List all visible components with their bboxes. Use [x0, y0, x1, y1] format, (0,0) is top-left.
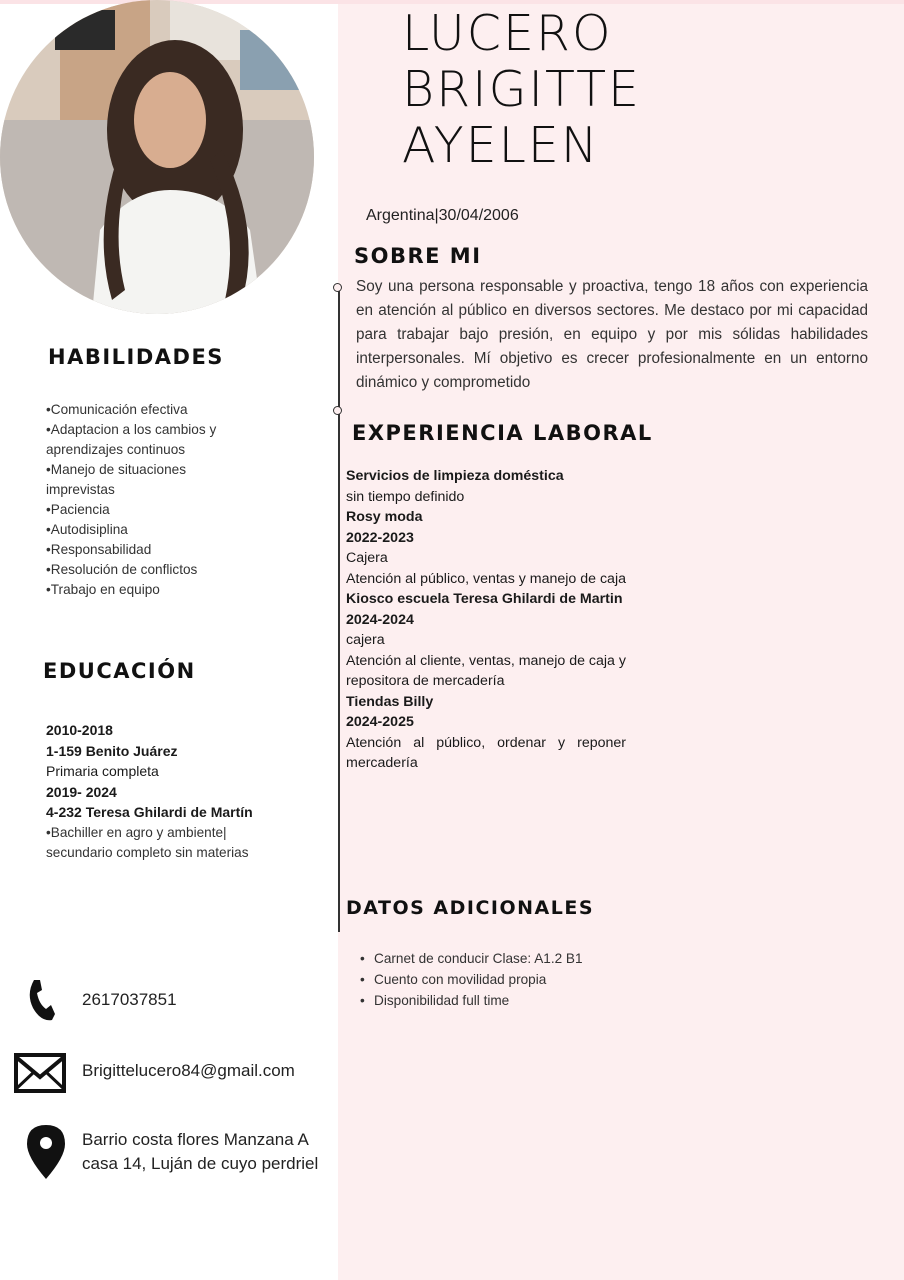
experience-list: [346, 466, 626, 774]
education-line: 2019- 2024: [46, 783, 117, 800]
address: [82, 1128, 318, 1176]
address-line-2: casa 14, Luján de cuyo perdriel: [82, 1154, 319, 1173]
list-item: •Adaptacion a los cambios y aprendizajes continuos: [46, 422, 217, 457]
list-item: •Trabajo en equipo: [46, 582, 160, 597]
experience-line: 2024-2024: [346, 611, 414, 628]
name-line-3: AYELEN: [402, 117, 600, 174]
list-item: • Disponibilidad full time: [360, 990, 583, 1011]
email-address[interactable]: Brigittelucero84@gmail.com: [82, 1061, 295, 1080]
list-item: •Responsabilidad: [46, 542, 152, 557]
experience-line: Atención al público, ordenar y reponer mercadería: [346, 734, 626, 771]
phone-icon: [26, 978, 56, 1027]
full-name: [402, 6, 641, 174]
name-line-2: BRIGITTE: [402, 61, 641, 118]
list-item: •Autodisiplina: [46, 522, 128, 537]
profile-photo: [0, 0, 314, 314]
education-heading: EDUCACIÓN: [43, 659, 196, 683]
timeline-dot: [333, 283, 342, 292]
origin-birthdate: Argentina|30/04/2006: [366, 207, 519, 224]
experience-line: Atención al cliente, ventas, manejo de caja y repositora de mercadería: [346, 652, 626, 689]
experience-line: Cajera: [346, 550, 388, 566]
education-line: 4-232 Teresa Ghilardi de Martín: [46, 804, 253, 820]
timeline-line: [338, 287, 340, 932]
experience-line: 2024-2025: [346, 714, 414, 730]
list-item: • Cuento con movilidad propia: [360, 969, 583, 990]
location-pin-icon: [25, 1123, 67, 1186]
education-line: •Bachiller en agro y ambiente| secundario completo sin materias: [46, 824, 249, 860]
education-line: 1-159 Benito Juárez: [46, 742, 178, 759]
experience-line: Atención al público, ventas y manejo de caja: [346, 570, 626, 587]
experience-line: Rosy moda: [346, 509, 423, 525]
experience-line: cajera: [346, 632, 385, 648]
education-line: 2010-2018: [46, 722, 113, 738]
mail-icon: [14, 1053, 66, 1098]
experience-line: Servicios de limpieza doméstica: [346, 468, 564, 484]
list-item: •Paciencia: [46, 502, 110, 517]
education-list: [46, 720, 306, 864]
list-item: • Carnet de conducir Clase: A1.2 B1: [360, 948, 583, 969]
list-item: •Manejo de situaciones imprevistas: [46, 462, 187, 497]
skills-heading: HABILIDADES: [48, 345, 224, 369]
name-line-1: LUCERO: [402, 5, 613, 62]
additional-heading: DATOS ADICIONALES: [346, 897, 594, 919]
about-heading: SOBRE MI: [354, 244, 482, 268]
education-line: Primaria completa: [46, 763, 159, 779]
skills-list: [46, 400, 246, 600]
address-line-1: Barrio costa flores Manzana A: [82, 1130, 309, 1149]
experience-line: sin tiempo definido: [346, 488, 465, 505]
list-item: •Comunicación efectiva: [46, 402, 188, 417]
timeline-dot: [333, 406, 342, 415]
phone-number[interactable]: 2617037851: [82, 990, 177, 1009]
additional-list: [360, 948, 583, 1011]
experience-line: Tiendas Billy: [346, 693, 434, 710]
experience-heading: EXPERIENCIA LABORAL: [352, 421, 653, 445]
list-item: •Resolución de conflictos: [46, 562, 198, 577]
about-text: Soy una persona responsable y proactiva, tengo 18 años con experiencia en atención al público en diversos sectores. Me destaco por mi capacidad para trabajar bajo presión, en equipo y por mis sólidas habilidades interpersonales. Mí objetivo es crecer profesionalmente en un entorno dinámico y comprometido: [356, 278, 868, 391]
experience-line: Kiosco escuela Teresa Ghilardi de Martin: [346, 591, 623, 607]
experience-line: 2022-2023: [346, 529, 414, 546]
